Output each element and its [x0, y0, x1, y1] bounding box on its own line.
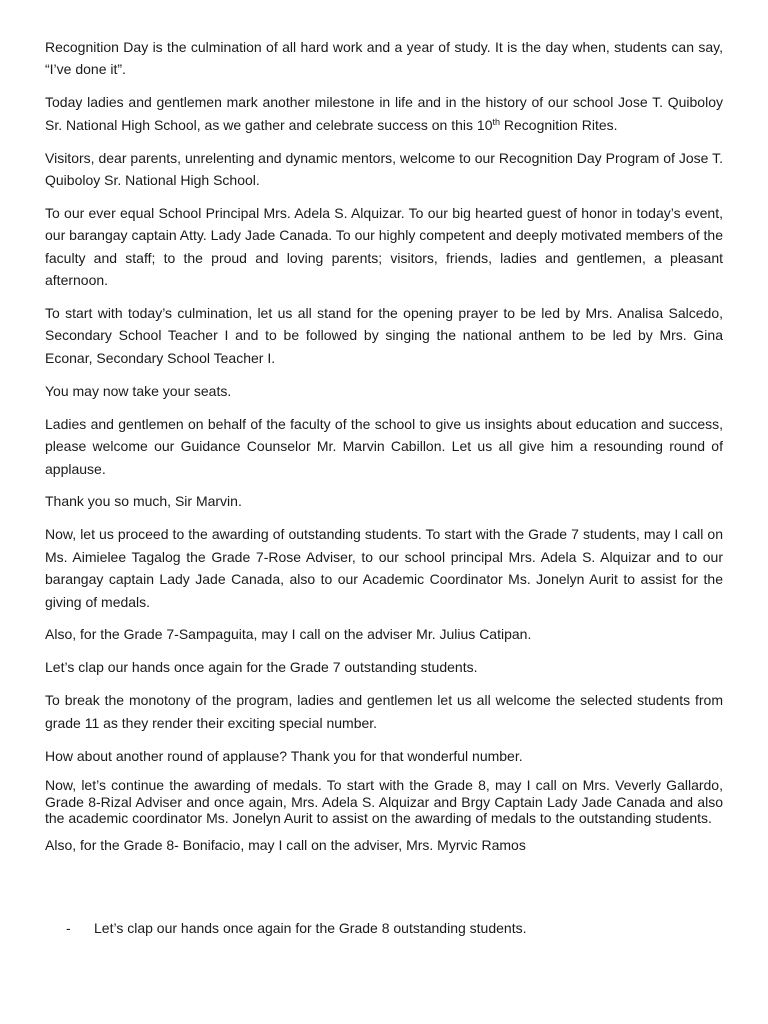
bullet-item	[66, 917, 526, 939]
paragraph-grade8-bonifacio: Also, for the Grade 8- Bonifacio, may I call on the adviser, Mrs. Myrvic Ramos	[45, 837, 526, 854]
paragraph-milestone	[45, 91, 723, 136]
paragraph-thanks: Thank you so much, Sir Marvin.	[45, 493, 242, 510]
paragraph-applause: How about another round of applause? Thank you for that wonderful number.	[45, 747, 523, 764]
paragraph-opening-prayer: To start with today’s culmination, let us all stand for the opening prayer to be led by Mrs. Analisa Salcedo, Secondary School Teacher I and to be followed by singing the national anthem to be led by Mrs. Gina Econar, Secondary School Teacher I.	[45, 305, 723, 366]
bullet-marker: -	[66, 920, 71, 936]
ordinal-suffix: th	[492, 116, 500, 127]
paragraph-take-seats: You may now take your seats.	[45, 382, 232, 399]
paragraph-grade7-applause: Let’s clap our hands once again for the Grade 7 outstanding students.	[45, 659, 478, 676]
document-body	[45, 36, 723, 856]
bullet-text: Let’s clap our hands once again for the Grade 8 outstanding students.	[94, 920, 527, 936]
paragraph-intro: Recognition Day is the culmination of all hard work and a year of study. It is the day when, students can say, “I’ve done it”.	[45, 39, 723, 78]
paragraph-grade7-awarding: Now, let us proceed to the awarding of outstanding students. To start with the Grade 7 students, may I call on Ms. Aimielee Tagalog the Grade 7-Rose Adviser, to our school principal Mrs. Adela S. Alquizar and to our barangay captain Lady Jade Canada, also to our Academic Coordinator Ms. Jonelyn Aurit to assist for the giving of medals.	[45, 526, 723, 610]
paragraph-special-number: To break the monotony of the program, ladies and gentlemen let us all welcome the selected students from grade 11 as they render their exciting special number.	[45, 692, 723, 731]
milestone-text: Today ladies and gentlemen mark another milestone in life and in the history of our school Jose T. Quiboloy Sr. National High School, as we gather and celebrate success on this 10	[45, 94, 723, 133]
milestone-text-end: Recognition Rites.	[500, 116, 618, 133]
paragraph-welcome: Visitors, dear parents, unrelenting and dynamic mentors, welcome to our Recognition Day Program of Jose T. Quiboloy Sr. National High School.	[45, 149, 723, 189]
paragraph-grade7-sampaguita: Also, for the Grade 7-Sampaguita, may I call on the adviser Mr. Julius Catipan.	[45, 626, 532, 643]
paragraph-acknowledgement: To our ever equal School Principal Mrs. Adela S. Alquizar. To our big hearted guest of honor in today’s event, our barangay captain Atty. Lady Jade Canada. To our highly competent and deeply motivated members of the faculty and staff; to the proud and loving parents; visitors, friends, ladies and gentlemen, a pleasant afternoon.	[45, 204, 723, 289]
paragraph-guest-speaker: Ladies and gentlemen on behalf of the faculty of the school to give us insights about education and success, please welcome our Guidance Counselor Mr. Marvin Cabillon. Let us all give him a resounding round of applause.	[45, 415, 723, 477]
paragraph-grade8-awarding: Now, let’s continue the awarding of medals. To start with the Grade 8, may I call on Mrs. Veverly Gallardo, Grade 8-Rizal Adviser and once again, Mrs. Adela S. Alquizar and Brgy Captain Lady Jade Canada and also the academic coordinator Ms. Jonelyn Aurit to assist on the awarding of medals to the outstanding students.	[45, 777, 723, 826]
